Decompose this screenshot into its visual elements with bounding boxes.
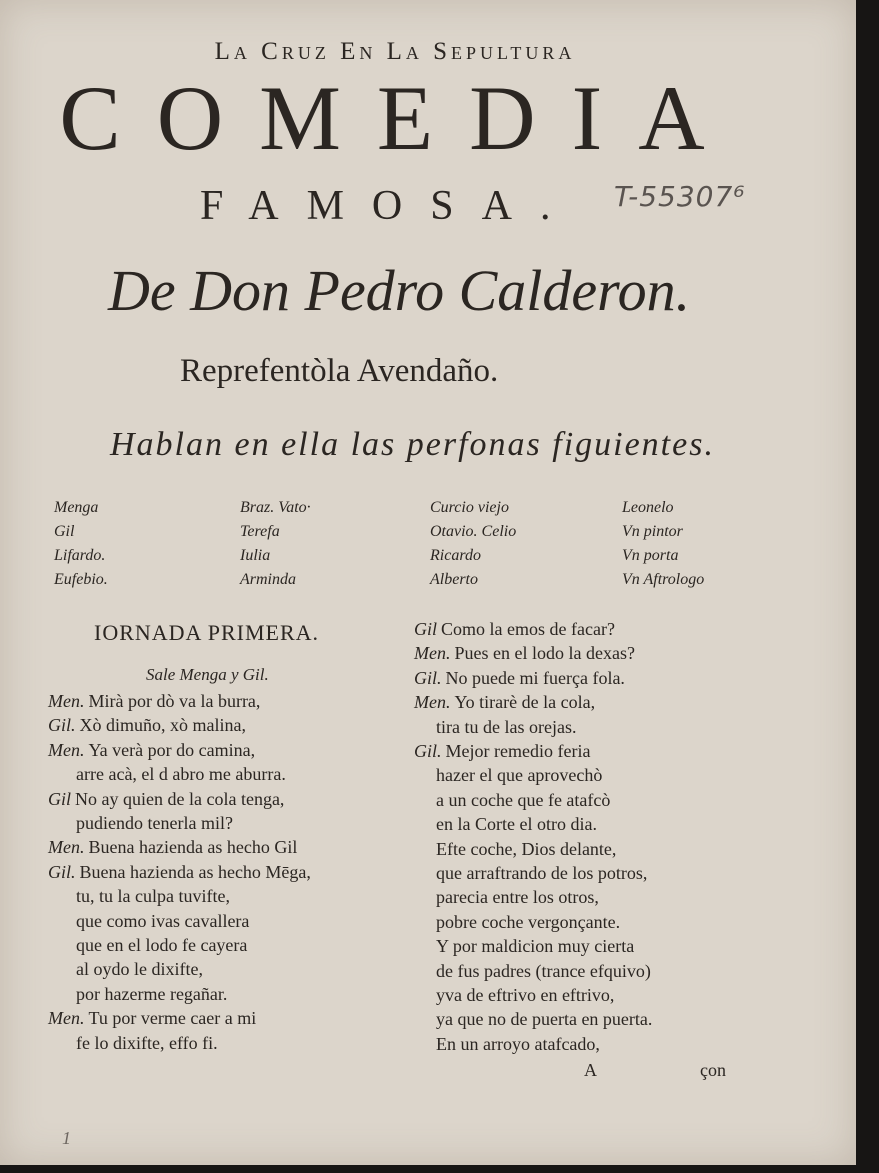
verse-text: Pues en el lodo la dexas?	[454, 643, 635, 664]
verse-text: Y por maldicion muy cierta	[436, 936, 635, 957]
speaker-label: Gil.	[48, 861, 76, 882]
verse-text: No ay quien de la cola tenga,	[75, 788, 285, 809]
verse-text: Tu por verme caer a mi	[88, 1008, 257, 1029]
persona-name: Terefa	[240, 523, 280, 540]
verse-text: por hazerme regañar.	[76, 983, 228, 1004]
verse-line	[48, 692, 260, 710]
verse-text: Mejor remedio feria	[445, 741, 591, 761]
page-bottom-edge	[0, 1165, 879, 1173]
verse-text: al oydo le dixifte,	[76, 959, 203, 980]
verse-line	[48, 716, 246, 734]
speaker-label: Men.	[48, 837, 85, 858]
act-title: IORNADA PRIMERA.	[94, 620, 320, 645]
verse-line	[414, 693, 595, 711]
verse-line	[436, 913, 620, 931]
verse-line	[436, 937, 634, 955]
verse-text: de fus padres (trance efquivo)	[436, 960, 651, 981]
persona-name: Leonelo	[622, 499, 674, 516]
verse-text: a un coche que fe atafcò	[436, 789, 611, 810]
verse-text: hazer el que aprovechò	[436, 765, 603, 786]
verse-text: que como ivas cavallera	[76, 910, 250, 931]
speaker-label: Gil	[414, 619, 438, 639]
catchword: çon	[700, 1060, 726, 1080]
verse-line	[414, 620, 615, 638]
verse-text: yva de eftrivo en eftrivo,	[436, 985, 615, 1005]
persona-name: Arminda	[240, 571, 296, 588]
verse-line	[414, 742, 590, 760]
verse-line	[436, 888, 599, 906]
speaker-label: Gil	[48, 788, 72, 809]
verse-line	[436, 840, 616, 858]
represented-by: Reprefentòla Avendaño.	[180, 353, 499, 389]
verse-text: pobre coche vergonçante.	[436, 911, 621, 932]
verse-line	[414, 644, 635, 662]
folio-mark: 1	[62, 1128, 71, 1148]
verse-text: en la Corte el otro dia.	[436, 814, 597, 835]
verse-line	[76, 985, 227, 1003]
verse-line	[436, 1035, 600, 1053]
verse-line	[436, 766, 602, 784]
catalog-number: T-55307⁶	[614, 180, 746, 213]
page-edge-shadow	[856, 0, 879, 1173]
author-line: De Don Pedro Calderon.	[108, 258, 691, 323]
verse-line	[48, 838, 297, 856]
verse-line	[76, 936, 247, 954]
verse-text: Efte coche, Dios delante,	[436, 838, 617, 859]
persona-name: Alberto	[430, 571, 478, 588]
verse-text: arre acà, el d abro me aburra.	[76, 764, 286, 785]
verse-text: fe lo dixifte, effo fi.	[76, 1032, 218, 1053]
verse-text: Buena hazienda as hecho Mēga,	[79, 861, 311, 882]
persona-name: Eufebio.	[54, 571, 108, 588]
persona-name: Iulia	[240, 547, 271, 564]
verse-text: tira tu de las orejas.	[436, 716, 577, 737]
verse-line	[76, 765, 286, 783]
verse-text: Buena hazienda as hecho Gil	[88, 837, 298, 858]
verse-text: tu, tu la culpa tuvifte,	[76, 886, 230, 907]
persona-name: Vn porta	[622, 547, 679, 564]
speaker-label: Men.	[48, 1008, 85, 1029]
verse-text: que arraftrando de los potros,	[436, 863, 648, 883]
persons-heading: Hablan en ella las perfonas figuientes.	[110, 426, 715, 463]
verse-line	[48, 790, 284, 808]
persona-name: Menga	[54, 499, 99, 516]
verse-line	[48, 741, 255, 759]
verse-text: No puede mi fuerça fola.	[445, 667, 625, 688]
page-subheading: FAMOSA.	[200, 183, 579, 229]
running-title: La Cruz En La Sepultura	[214, 38, 576, 65]
persona-name: Otavio. Celio	[430, 523, 517, 540]
verse-line	[48, 1009, 256, 1027]
verse-line	[76, 912, 249, 930]
verse-text: pudiendo tenerla mil?	[76, 813, 233, 833]
verse-text: Yo tirarè de la cola,	[454, 692, 596, 713]
verse-line	[436, 718, 576, 736]
persona-name: Vn Aftrologo	[622, 571, 705, 588]
verse-text: parecia entre los otros,	[436, 887, 599, 908]
verse-text: Mirà por dò va la burra,	[88, 691, 261, 711]
persona-name: Ricardo	[430, 547, 481, 564]
verse-text: que en el lodo fe cayera	[76, 935, 248, 955]
stage-direction: Sale Menga y Gil.	[146, 665, 269, 684]
verse-text: Ya verà por do camina,	[88, 739, 256, 760]
persona-name: Gil	[54, 523, 75, 540]
speaker-label: Men.	[48, 739, 85, 760]
verse-line	[436, 986, 614, 1004]
verse-line	[76, 814, 233, 832]
verse-line	[76, 1034, 218, 1052]
verse-line	[76, 960, 203, 978]
verse-line	[48, 863, 311, 881]
persona-name: Vn pintor	[622, 523, 683, 540]
page-heading: COMEDIA	[59, 67, 741, 169]
verse-text: En un arroyo atafcado,	[436, 1033, 600, 1054]
verse-line	[76, 887, 230, 905]
speaker-label: Gil.	[414, 667, 442, 688]
verse-line	[414, 669, 625, 687]
speaker-label: Men.	[48, 691, 85, 711]
verse-text: Xò dimuño, xò malina,	[79, 715, 246, 736]
speaker-label: Men.	[414, 692, 451, 713]
speaker-label: Men.	[414, 643, 451, 664]
speaker-label: Gil.	[414, 741, 442, 761]
verse-line	[436, 815, 597, 833]
persona-name: Braz. Vato·	[240, 499, 311, 516]
verse-line	[436, 1010, 652, 1028]
verse-line	[436, 791, 610, 809]
verse-text: ya que no de puerta en puerta.	[436, 1009, 653, 1030]
verse-line	[436, 962, 651, 980]
signature-mark: A	[584, 1060, 597, 1080]
verse-text: Como la emos de facar?	[441, 619, 615, 639]
verse-line	[436, 864, 647, 882]
speaker-label: Gil.	[48, 715, 76, 736]
persona-name: Lifardo.	[54, 547, 106, 564]
persona-name: Curcio viejo	[430, 499, 509, 516]
